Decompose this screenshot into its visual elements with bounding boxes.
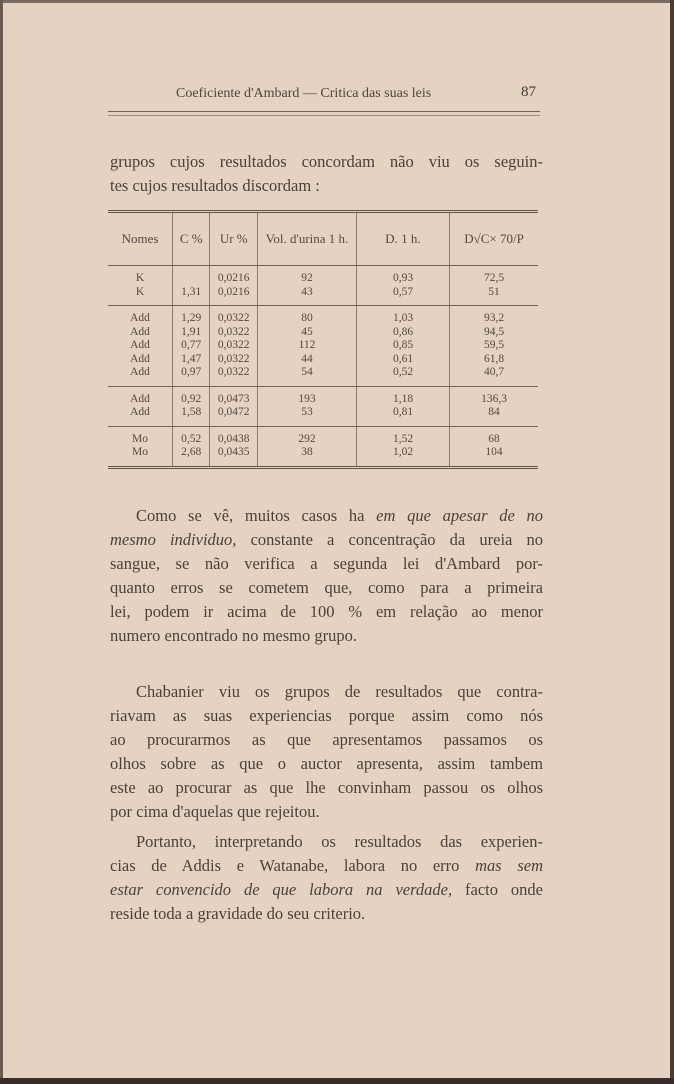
italic-run: estar convencido de que labora na verdade, <box>110 880 453 899</box>
col-header-nomes: Nomes <box>108 212 173 266</box>
text-line: numero encontrado no mesmo grupo. <box>110 626 357 645</box>
running-header: Coeficiente d'Ambard — Critica das suas leis <box>176 86 432 101</box>
page-edge-left <box>0 0 3 1084</box>
cell-d: 0,61 <box>357 353 450 367</box>
cell-coef: 51 <box>450 286 539 306</box>
cell-d: 1,03 <box>357 306 450 326</box>
cell-coef: 68 <box>450 426 539 446</box>
table-row <box>108 286 538 306</box>
table-row <box>108 406 538 426</box>
page-edge-top <box>0 0 674 3</box>
header-rule-2 <box>108 115 540 116</box>
text-line <box>110 878 543 902</box>
table-row <box>108 426 538 446</box>
page-number: 87 <box>521 84 536 100</box>
cell-vol: 80 <box>258 306 357 326</box>
cell-c: 1,91 <box>173 326 210 340</box>
paragraph-1 <box>110 504 543 648</box>
intro-line: tes cujos resultados discordam : <box>110 176 320 195</box>
text-line: olhos sobre as que o auctor apresenta, assim tambem <box>110 754 543 773</box>
table-row <box>108 326 538 340</box>
text-line: lei, podem ir acima de 100 % em relação ao menor <box>110 602 543 621</box>
cell-coef: 40,7 <box>450 366 539 386</box>
intro-paragraph <box>110 150 543 198</box>
cell-d: 0,52 <box>357 366 450 386</box>
cell-vol: 92 <box>258 266 357 286</box>
cell-ur: 0,0322 <box>210 326 258 340</box>
col-header-c: C % <box>173 212 210 266</box>
cell-nome: Add <box>130 312 150 324</box>
cell-nome: Add <box>130 325 150 338</box>
cell-nome: K <box>135 272 145 284</box>
cell-vol: 54 <box>258 366 357 386</box>
text-line: reside toda a gravidade do seu criterio. <box>110 904 366 923</box>
cell-vol: 43 <box>258 286 357 306</box>
text-line: este ao procurar as que lhe convinham passou os olhos <box>110 778 543 797</box>
table-row <box>108 446 538 467</box>
cell-d: 1,02 <box>357 446 450 467</box>
cell-vol: 292 <box>258 426 357 446</box>
text-line: Chabanier viu os grupos de resultados que contra- <box>136 682 543 701</box>
cell-vol: 38 <box>258 446 357 467</box>
cell-d: 1,18 <box>357 386 450 406</box>
cell-d: 0,93 <box>357 266 450 286</box>
cell-ur: 0,0322 <box>210 353 258 367</box>
col-header-ur: Ur % <box>210 212 258 266</box>
italic-run: mas sem <box>475 856 544 875</box>
cell-c: 0,52 <box>173 426 210 446</box>
table-row <box>108 339 538 353</box>
cell-coef: 104 <box>450 446 539 467</box>
page-edge-bottom <box>0 1078 674 1084</box>
text-line: sangue, se não verifica a segunda lei d'Ambard por- <box>110 554 543 573</box>
cell-c: 0,77 <box>173 339 210 353</box>
col-header-d: D. 1 h. <box>357 212 450 266</box>
cell-nome: Mo <box>108 446 173 467</box>
text-run: facto onde <box>452 880 543 899</box>
cell-coef: 61,8 <box>450 353 539 367</box>
cell-nome: Add <box>130 352 150 365</box>
cell-coef: 84 <box>450 406 539 426</box>
cell-c: 1,29 <box>173 306 210 326</box>
italic-run: em que apesar de no <box>376 506 543 525</box>
cell-nome: Mo <box>132 432 148 445</box>
text-run: Como se vê, muitos casos ha <box>136 506 377 525</box>
text-run: cias de Addis e Watanabe, labora no erro <box>110 856 476 875</box>
intro-line: grupos cujos resultados concordam não viu os seguin- <box>110 152 543 171</box>
text-line <box>110 528 543 552</box>
text-line: quanto erros se cometem que, como para a primeira <box>110 578 543 597</box>
table-row <box>108 306 538 326</box>
cell-ur: 0,0322 <box>210 366 258 386</box>
cell-vol: 45 <box>258 326 357 340</box>
cell-nome: Add <box>130 339 150 351</box>
cell-c <box>173 266 210 286</box>
cell-coef: 94,5 <box>450 326 539 340</box>
text-line: por cima d'aquelas que rejeitou. <box>110 802 320 821</box>
cell-nome: Add <box>130 392 150 405</box>
cell-coef: 93,2 <box>450 306 539 326</box>
cell-ur: 0,0322 <box>210 339 258 353</box>
cell-c: 1,47 <box>173 353 210 367</box>
cell-vol: 193 <box>258 386 357 406</box>
cell-ur: 0,0322 <box>210 306 258 326</box>
cell-ur: 0,0216 <box>210 266 258 286</box>
table-header-row <box>108 212 538 266</box>
table-row <box>108 386 538 406</box>
col-header-coef: D√C× 70/P <box>450 212 539 266</box>
cell-d: 0,81 <box>357 406 450 426</box>
text-line: riavam as suas experiencias porque assim como nós <box>110 706 543 725</box>
cell-nome: K <box>108 286 173 306</box>
text-line: ao procurarmos as que apresentamos passamos os <box>110 730 543 749</box>
cell-vol: 112 <box>258 339 357 353</box>
cell-c: 0,97 <box>173 366 210 386</box>
cell-ur: 0,0473 <box>210 386 258 406</box>
table-row <box>108 266 538 286</box>
cell-ur: 0,0435 <box>210 446 258 467</box>
cell-d: 1,52 <box>357 426 450 446</box>
cell-c: 2,68 <box>173 446 210 467</box>
cell-c: 1,31 <box>173 286 210 306</box>
paragraph-3 <box>110 830 543 926</box>
text-line: Portanto, interpretando os resultados das experien- <box>136 832 543 851</box>
data-table <box>108 210 538 469</box>
text-line <box>110 854 543 878</box>
cell-coef: 59,5 <box>450 339 539 353</box>
text-line <box>110 504 543 528</box>
cell-c: 0,92 <box>173 386 210 406</box>
cell-ur: 0,0216 <box>210 286 258 306</box>
text-run: constante a concentração da ureia no <box>236 530 544 549</box>
table-row <box>108 366 538 386</box>
cell-d: 0,86 <box>357 326 450 340</box>
cell-vol: 53 <box>258 406 357 426</box>
cell-coef: 72,5 <box>450 266 539 286</box>
page-edge-right <box>670 0 674 1084</box>
paragraph-2 <box>110 680 543 824</box>
cell-d: 0,57 <box>357 286 450 306</box>
cell-coef: 136,3 <box>450 386 539 406</box>
header-rule <box>108 111 540 112</box>
cell-nome: Add <box>108 366 173 386</box>
cell-ur: 0,0472 <box>210 406 258 426</box>
cell-ur: 0,0438 <box>210 426 258 446</box>
table-row <box>108 353 538 367</box>
cell-c: 1,58 <box>173 406 210 426</box>
col-header-vol: Vol. d'urina 1 h. <box>258 212 357 266</box>
italic-run: mesmo individuo, <box>110 530 237 549</box>
cell-nome: Add <box>108 406 173 426</box>
cell-vol: 44 <box>258 353 357 367</box>
cell-d: 0,85 <box>357 339 450 353</box>
